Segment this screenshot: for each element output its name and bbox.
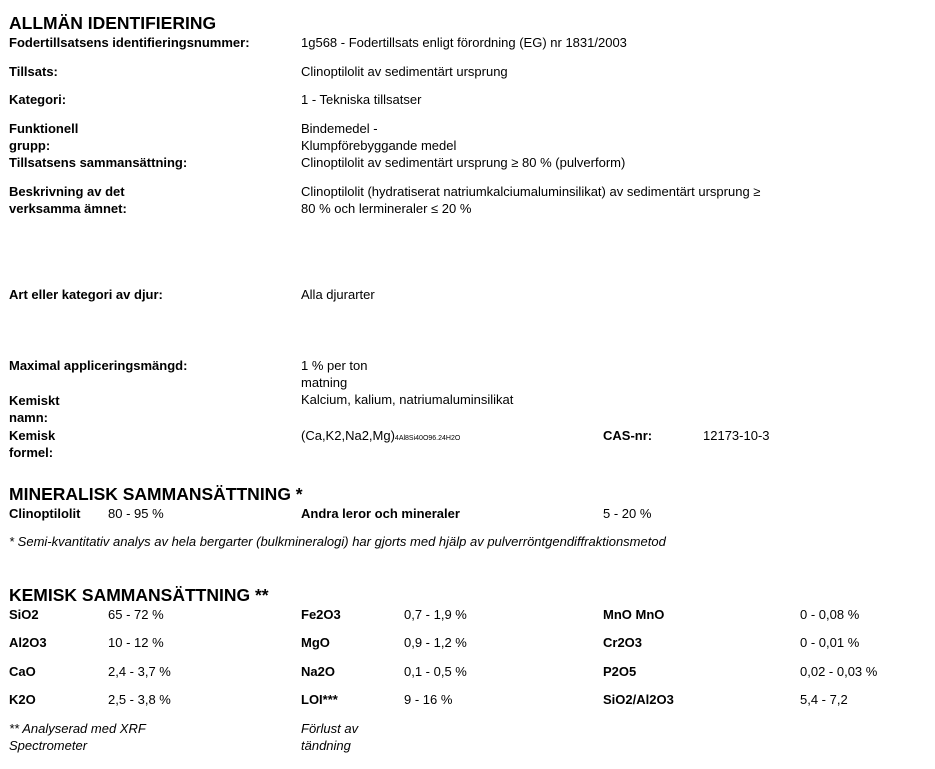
chem-label: P2O5: [603, 664, 637, 679]
chem-value: 0,1 - 0,5 %: [404, 664, 467, 679]
composition-label: Tillsatsens sammansättning:: [9, 155, 188, 170]
chem-label: K2O: [9, 692, 36, 707]
formula-subscript: 4Al8Si40O96.24H2O: [394, 435, 461, 442]
chem-label: Fe2O3: [301, 607, 341, 622]
chem-name-label-2: namn:: [9, 410, 48, 425]
other-minerals-value: 5 - 20 %: [603, 506, 652, 521]
cas-label: CAS-nr:: [603, 428, 653, 443]
max-dose-value-1: 1 % per ton: [301, 358, 368, 373]
formula-label-1: Kemisk: [9, 428, 56, 443]
chem-label: CaO: [9, 664, 36, 679]
chem-label: Al2O3: [9, 635, 47, 650]
chem-name-label-1: Kemiskt: [9, 393, 60, 408]
chem-value: 65 - 72 %: [108, 607, 164, 622]
species-value: Alla djurarter: [301, 287, 375, 302]
chem-value: 0,02 - 0,03 %: [800, 664, 878, 679]
species-label: Art eller kategori av djur:: [9, 287, 163, 302]
clinoptilolite-value: 80 - 95 %: [108, 506, 164, 521]
chem-label: MnO MnO: [603, 607, 665, 622]
func-group-value-2: Klumpförebyggande medel: [301, 138, 457, 153]
formula-main: (Ca,K2,Na2,Mg): [301, 428, 395, 443]
chem-value: 0,7 - 1,9 %: [404, 607, 467, 622]
chem-value: 2,5 - 3,8 %: [108, 692, 171, 707]
formula-label-2: formel:: [9, 445, 54, 460]
additive-value: Clinoptilolit av sedimentärt ursprung: [301, 64, 508, 79]
chem-label: LOI***: [301, 692, 338, 707]
chem-label: SiO2: [9, 607, 39, 622]
max-dose-label: Maximal appliceringsmängd:: [9, 358, 188, 373]
formula-value: [301, 427, 460, 447]
chem-value: 9 - 16 %: [404, 692, 453, 707]
composition-value: Clinoptilolit av sedimentärt ursprung ≥ 80 % (pulverform): [301, 155, 626, 170]
loi-note-1: Förlust av: [301, 721, 359, 736]
other-minerals-label: Andra leror och mineraler: [301, 506, 460, 521]
mineral-footnote: * Semi-kvantitativ analys av hela bergarter (bulkmineralogi) har gjorts med hjälp av pulverröntgendiffraktionsmetod: [9, 534, 666, 549]
active-substance-label-1: Beskrivning av det: [9, 184, 125, 199]
category-label: Kategori:: [9, 92, 67, 107]
chem-value: 0 - 0,08 %: [800, 607, 860, 622]
xrf-note-2: Spectrometer: [9, 738, 88, 753]
section-heading-ident: ALLMÄN IDENTIFIERING: [9, 13, 217, 33]
chem-value: 10 - 12 %: [108, 635, 164, 650]
feed-id-label: Fodertillsatsens identifieringsnummer:: [9, 35, 250, 50]
additive-label: Tillsats:: [9, 64, 58, 79]
chem-label: MgO: [301, 635, 330, 650]
chem-value: 0 - 0,01 %: [800, 635, 860, 650]
chem-value: 5,4 - 7,2: [800, 692, 848, 707]
chem-label: SiO2/Al2O3: [603, 692, 674, 707]
max-dose-value-2: matning: [301, 375, 348, 390]
xrf-note-1: ** Analyserad med XRF: [9, 721, 146, 736]
active-substance-value-1: Clinoptilolit (hydratiserat natriumkalciumaluminsilikat) av sedimentärt ursprung ≥: [301, 184, 761, 199]
func-group-label-2: grupp:: [9, 138, 51, 153]
active-substance-label-2: verksamma ämnet:: [9, 201, 127, 216]
chem-label: Na2O: [301, 664, 335, 679]
loi-note-2: tändning: [301, 738, 351, 753]
chem-name-value: Kalcium, kalium, natriumaluminsilikat: [301, 392, 514, 407]
chem-value: 0,9 - 1,2 %: [404, 635, 467, 650]
clinoptilolite-label: Clinoptilolit: [9, 506, 81, 521]
func-group-value-1: Bindemedel -: [301, 121, 378, 136]
chem-value: 2,4 - 3,7 %: [108, 664, 171, 679]
section-heading-mineral: MINERALISK SAMMANSÄTTNING *: [9, 484, 303, 504]
cas-value: 12173-10-3: [703, 428, 770, 443]
func-group-label-1: Funktionell: [9, 121, 79, 136]
active-substance-value-2: 80 % och lermineraler ≤ 20 %: [301, 201, 472, 216]
chem-label: Cr2O3: [603, 635, 643, 650]
category-value: 1 - Tekniska tillsatser: [301, 92, 422, 107]
feed-id-value: 1g568 - Fodertillsats enligt förordning (EG) nr 1831/2003: [301, 35, 627, 50]
section-heading-chemical: KEMISK SAMMANSÄTTNING **: [9, 585, 269, 605]
